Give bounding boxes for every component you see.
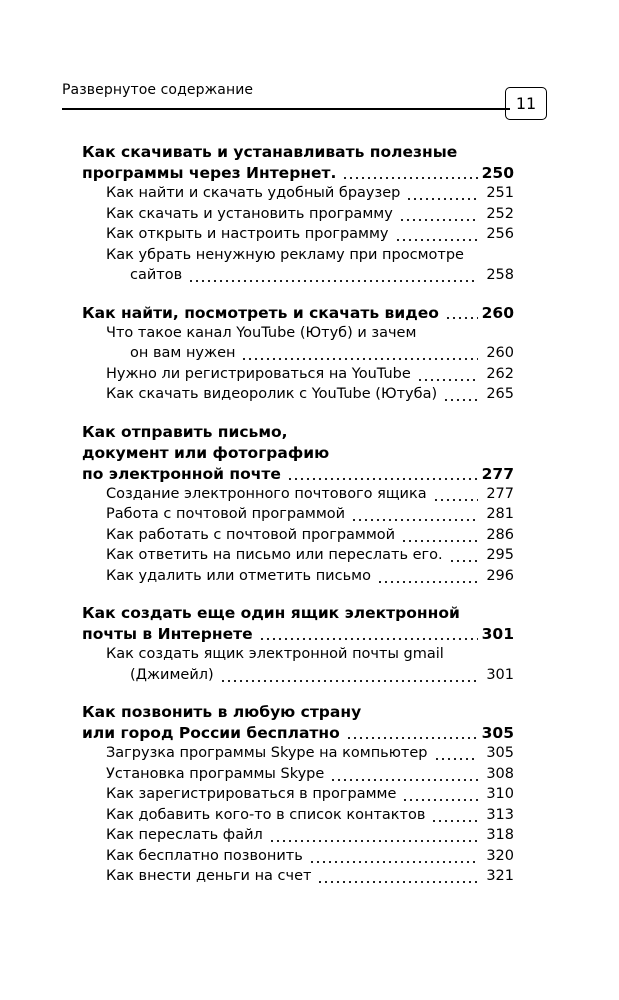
toc-line [0, 625, 619, 645]
toc-page-number: 260 [481, 303, 514, 322]
dot-leader [399, 208, 478, 222]
toc-page-number: 308 [486, 765, 514, 782]
toc-page-number: 318 [486, 827, 514, 843]
toc-section-title: Как позвонить в любую страну [82, 703, 362, 721]
toc-subsection-title: он вам нужен [130, 345, 236, 361]
toc-line [0, 868, 619, 888]
dot-leader [287, 467, 478, 481]
toc-page-number: 262 [486, 365, 514, 382]
dot-leader [406, 187, 478, 201]
toc-line [0, 646, 619, 666]
dot-leader [346, 726, 478, 740]
toc-section-title: Как создать еще один ящик электронной [82, 604, 460, 622]
toc-line [0, 786, 619, 806]
toc-line [0, 143, 619, 163]
dot-leader [395, 228, 478, 242]
toc-section-title: по электронной почте [82, 464, 281, 483]
dot-leader [188, 269, 478, 283]
toc-page-number: 277 [486, 485, 514, 502]
toc-subsection-title: Как переслать файл [106, 827, 263, 843]
dot-leader [220, 669, 478, 683]
dot-leader [433, 488, 478, 502]
toc-line [0, 807, 619, 827]
toc-page-number: 296 [486, 567, 514, 584]
toc-section-title: Как найти, посмотреть и скачать видео [82, 303, 439, 322]
toc-page-number: 252 [486, 205, 514, 222]
toc-line [0, 766, 619, 786]
dot-leader [417, 368, 478, 382]
page-number: 11 [515, 94, 537, 113]
toc-page-number: 277 [481, 464, 514, 483]
toc-line [0, 724, 619, 744]
toc-line [0, 345, 619, 365]
dot-leader [317, 870, 478, 884]
toc-line [0, 366, 619, 386]
toc-line [0, 506, 619, 526]
toc-line [0, 848, 619, 868]
dot-leader [449, 549, 478, 563]
dot-leader [445, 306, 478, 320]
toc-line [0, 206, 619, 226]
toc-subsection-title: сайтов [130, 267, 183, 283]
toc-subsection-title: Как работать с почтовой программой [106, 526, 396, 543]
toc-page-number: 265 [486, 386, 514, 402]
toc-line [0, 465, 619, 485]
toc-line [0, 527, 619, 547]
toc-page-number: 295 [486, 547, 514, 563]
dot-leader [342, 166, 478, 180]
toc-subsection-title: Как добавить кого-то в список контактов [106, 806, 426, 823]
dot-leader [241, 347, 478, 361]
toc-page-number: 305 [481, 724, 514, 742]
toc-line [0, 827, 619, 847]
toc-page-number: 320 [486, 847, 514, 864]
toc-section-title: программы через Интернет. [82, 164, 337, 182]
toc-section-title: Как скачивать и устанавливать полезные [82, 143, 458, 161]
toc-subsection-title: Как зарегистрироваться в программе [106, 786, 397, 802]
toc-page-number: 301 [481, 625, 514, 643]
toc-subsection-title: (Джимейл) [130, 666, 214, 683]
toc-page-number: 286 [486, 526, 514, 543]
toc-page-number: 321 [486, 868, 514, 884]
toc-page-number: 301 [486, 666, 514, 683]
toc-subsection-title: Как открыть и настроить программу [106, 226, 389, 242]
toc-section-title: документ или фотографию [82, 443, 330, 462]
toc-page-number: 258 [486, 267, 514, 283]
toc-page-number: 313 [486, 806, 514, 823]
toc-page-number: 250 [481, 164, 514, 182]
toc-section-title: почты в Интернете [82, 625, 253, 643]
toc-subsection-title: Что такое канал YouTube (Ютуб) и зачем [106, 324, 417, 341]
toc-section-title: Как отправить письмо, [82, 422, 288, 441]
toc-subsection-title: Установка программы Skype [106, 765, 325, 782]
toc-subsection-title: Загрузка программы Skype на компьютер [106, 745, 428, 761]
toc-subsection-title: Как ответить на письмо или переслать его. [106, 547, 443, 563]
toc-line [0, 568, 619, 588]
toc-subsection-title: Как внести деньги на счет [106, 868, 312, 884]
dot-leader [443, 388, 478, 402]
running-header-title: Развернутое содержание [62, 82, 254, 98]
dot-leader [401, 529, 478, 543]
toc-subsection-title: Как убрать ненужную рекламу при просмотре [106, 246, 464, 263]
dot-leader [259, 627, 478, 641]
dot-leader [330, 768, 478, 782]
toc-page-number: 281 [486, 506, 514, 522]
toc-subsection-title: Нужно ли регистрироваться на YouTube [106, 365, 411, 382]
dot-leader [431, 809, 478, 823]
toc-subsection-title: Как бесплатно позвонить [106, 847, 303, 864]
toc-line [0, 325, 619, 345]
toc-line [0, 386, 619, 406]
header-rule [62, 108, 510, 110]
toc-line [0, 304, 619, 324]
toc-page-number: 310 [486, 786, 514, 802]
dot-leader [309, 850, 478, 864]
dot-leader [269, 829, 478, 843]
toc-line [0, 164, 619, 184]
toc-line [0, 444, 619, 464]
dot-leader [351, 508, 478, 522]
toc-line [0, 247, 619, 267]
toc-page-number: 256 [486, 226, 514, 242]
toc-subsection-title: Как найти и скачать удобный браузер [106, 185, 401, 201]
toc-line [0, 226, 619, 246]
toc-line [0, 703, 619, 723]
dot-leader [434, 747, 479, 761]
toc-line [0, 423, 619, 443]
dot-leader [377, 570, 478, 584]
toc-page-number: 251 [486, 185, 514, 201]
toc-page-number: 305 [486, 745, 514, 761]
dot-leader [402, 788, 478, 802]
toc-subsection-title: Как удалить или отметить письмо [106, 567, 371, 584]
toc-line [0, 486, 619, 506]
page-number-box [505, 87, 547, 120]
toc-line [0, 745, 619, 765]
toc-line [0, 185, 619, 205]
toc-subsection-title: Как скачать и установить программу [106, 205, 393, 222]
toc-page-number: 260 [486, 345, 514, 361]
toc-subsection-title: Работа с почтовой программой [106, 506, 346, 522]
toc-subsection-title: Создание электронного почтового ящика [106, 485, 427, 502]
toc-line [0, 604, 619, 624]
toc-line [0, 547, 619, 567]
toc-section-title: или город России бесплатно [82, 724, 340, 742]
toc-line [0, 667, 619, 687]
toc-line [0, 267, 619, 287]
toc-subsection-title: Как создать ящик электронной почты gmail [106, 646, 444, 662]
toc-subsection-title: Как скачать видеоролик с YouTube (Ютуба) [106, 386, 438, 402]
